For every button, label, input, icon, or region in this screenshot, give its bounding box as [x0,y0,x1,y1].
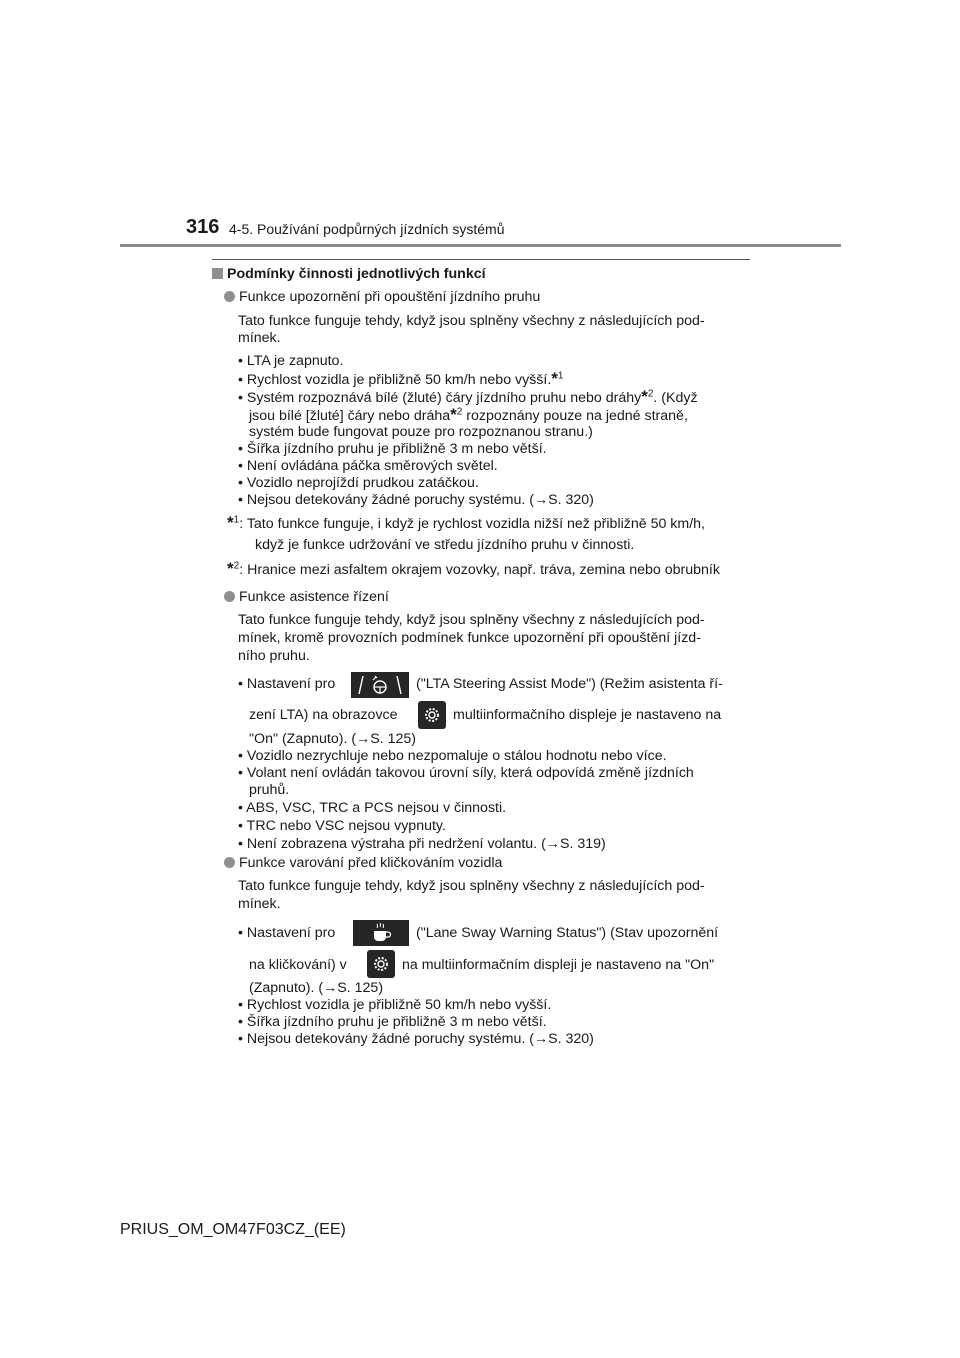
lda-bullet-4: • Šířka jízdního pruhu je přibližně 3 m nebo větší. [238,441,547,457]
section-rule [212,259,750,260]
header-rule [120,244,841,247]
lda-intro: Tato funkce funguje tehdy, když jsou splněny všechny z následujících pod- [238,313,705,329]
lda-intro-2: mínek. [238,330,281,346]
steering-bullet-4: • ABS, VSC, TRC a PCS nejsou v činnosti. [238,800,507,816]
lda-bullet-3c: systém bude fungovat pouze pro rozpoznanou stranu.) [249,424,593,440]
footnote-2: *$^2$: Hranice mezi asfaltem okrajem vozovky, např. tráva, zemina nebo obrubník [227,559,720,578]
steering-intro-3: ního pruhu. [238,648,310,664]
steering-bullet-6: • Není zobrazena výstraha při nedržení volantu. (→S. 319) [238,836,606,852]
steering-bullet-3: • Volant není ovládán takovou úrovní síly, která odpovídá změně jízdních [238,765,694,781]
sway-bullet-1b: ("Lane Sway Warning Status") (Stav upozornění [416,925,719,941]
circle-bullet-icon [224,857,235,868]
steering-bullet-3b: pruhů. [249,782,290,798]
sway-bullet-1d: na multiinformačním displeji je nastaveno na "On" [402,957,715,973]
steering-intro-1: Tato funkce funguje tehdy, když jsou splněny všechny z následujících pod- [238,612,705,628]
square-bullet-icon [212,268,223,279]
sway-bullet-1a: • Nastavení pro [238,925,336,941]
sway-bullet-3: • Šířka jízdního pruhu je přibližně 3 m nebo větší. [238,1014,547,1030]
document-code: PRIUS_OM_OM47F03CZ_(EE) [120,1221,346,1238]
steering-bullet-1a: • Nastavení pro [238,676,336,692]
steering-assist-icon [351,672,409,698]
steering-bullet-2: • Vozidlo nezrychluje nebo nezpomaluje o stálou hodnotu nebo více. [238,748,667,764]
lda-bullet-2: • Rychlost vozidla je přibližně 50 km/h nebo vyšší.*$^1$ [238,369,564,388]
steering-bullet-1e: "On" (Zapnuto). (→S. 125) [249,731,416,747]
lda-bullet-5: • Není ovládána páčka směrových světel. [238,458,498,474]
page-number: 316 [186,216,220,238]
lda-bullet-6: • Vozidlo neprojíždí prudkou zatáčkou. [238,475,479,491]
steering-intro-2: mínek, kromě provozních podmínek funkce upozornění při opouštění jízd- [238,630,701,646]
lda-bullet-3b: jsou bílé [žluté] čáry nebo dráha*$^2$ rozpoznány pouze na jedné straně, [249,405,688,424]
lda-bullet-7: • Nejsou detekovány žádné poruchy systému. (→S. 320) [238,492,594,508]
sway-bullet-4: • Nejsou detekovány žádné poruchy systému. (→S. 320) [238,1031,594,1047]
footnote-1b: když je funkce udržování ve středu jízdního pruhu v činnosti. [255,537,635,553]
lda-heading: Funkce upozornění při opouštění jízdního pruhu [224,289,540,307]
steering-bullet-1b: ("LTA Steering Assist Mode") (Režim asistenta ří- [416,676,723,692]
sway-intro-2: mínek. [238,896,281,912]
sway-bullet-1e: (Zapnuto). (→S. 125) [249,980,384,996]
circle-bullet-icon [224,591,235,602]
sway-bullet-2: • Rychlost vozidla je přibližně 50 km/h nebo vyšší. [238,997,552,1013]
steering-bullet-5: • TRC nebo VSC nejsou vypnuty. [238,818,446,834]
steering-heading: Funkce asistence řízení [224,589,389,607]
sway-intro-1: Tato funkce funguje tehdy, když jsou splněny všechny z následujících pod- [238,878,705,894]
steering-bullet-1d: multiinformačního displeje je nastaveno na [453,707,722,723]
lda-bullet-1: • LTA je zapnuto. [238,353,344,369]
section-title: Podmínky činnosti jednotlivých funkcí [212,266,486,284]
gear-icon [367,950,395,978]
steering-bullet-1c: zení LTA) na obrazovce [249,707,398,723]
circle-bullet-icon [224,291,235,302]
sway-bullet-1c: na kličkování) v [249,957,347,973]
gear-icon [418,701,446,729]
coffee-cup-icon [353,920,409,946]
chapter-title: 4-5. Používání podpůrných jízdních systémů [229,221,505,237]
sway-heading: Funkce varování před kličkováním vozidla [224,855,502,873]
lda-bullet-3: • Systém rozpoznává bílé (žluté) čáry jízdního pruhu nebo dráhy*$^2$. (Když [238,387,698,406]
footnote-1: *$^1$: Tato funkce funguje, i když je rychlost vozidla nižší než přibližně 50 km/h, [227,513,705,532]
